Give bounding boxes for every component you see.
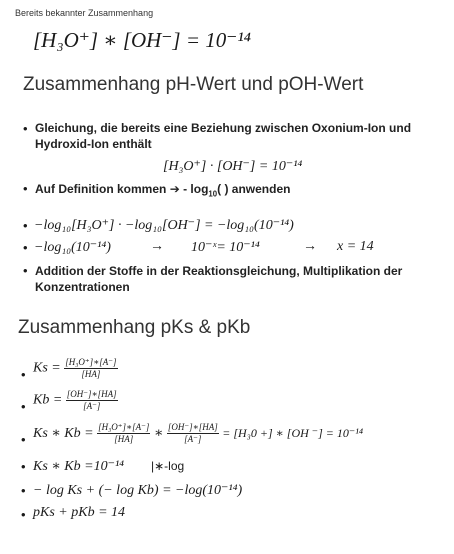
bullet-4-part1: −log₁₀(10⁻¹⁴) — [34, 240, 111, 255]
bullet-1-line2: Hydroxid-Ion enthält — [35, 137, 152, 151]
bullet-dot: • — [23, 218, 28, 233]
bullet-dot: • — [23, 181, 28, 196]
pks-pkb-equation: pKs + pKb = 14 — [33, 505, 126, 520]
bullet-dot: • — [21, 483, 26, 498]
kb-numerator: [OH⁻]∗[HA] — [66, 389, 117, 399]
arrow-icon: ➔ — [169, 182, 180, 196]
bullet-2-sub: 10 — [208, 189, 218, 199]
bullet-dot: • — [23, 121, 28, 136]
ks-denominator: [HA] — [81, 369, 101, 379]
ks-kb-note: |∗-log — [151, 459, 185, 473]
bullet-2-log: - log — [183, 182, 209, 196]
kb-formula — [33, 390, 118, 411]
bullet-4-arrow2: → — [303, 239, 317, 254]
bullet-2 — [35, 182, 290, 198]
bullet-dot: • — [21, 367, 26, 382]
top-note: Bereits bekannter Zusammenhang — [15, 8, 154, 18]
bullet-dot: • — [23, 240, 28, 255]
product-numerator-2: [OH⁻]∗[HA] — [167, 422, 218, 432]
bullet-2-tail: ( ) anwenden — [217, 182, 291, 196]
bullet-dot: • — [21, 459, 26, 474]
product-denominator-1: [HA] — [114, 434, 134, 444]
ks-lhs: Ks = — [33, 360, 61, 376]
bullet-4-part2: 10⁻ˣ= 10⁻¹⁴ — [191, 240, 260, 255]
product-fraction-2 — [167, 423, 219, 444]
bullet-1-formula: [H₃O⁺] · [OH⁻] = 10⁻¹⁴ — [163, 159, 303, 174]
bullet-5-line2: Konzentrationen — [35, 280, 130, 294]
ks-formula — [33, 358, 118, 379]
product-denominator-2: [A⁻] — [184, 434, 202, 444]
product-multiply: ∗ — [153, 426, 164, 441]
bullet-3-formula: −log₁₀[H₃O⁺] · −log₁₀[OH⁻] = −log₁₀(10⁻¹⁴) — [34, 218, 294, 233]
product-rhs: = [H₃0 +] ∗ [OH ⁻] = 10⁻¹⁴ — [222, 426, 363, 440]
bullet-dot: • — [21, 432, 26, 447]
bullet-1-line1: Gleichung, die bereits eine Beziehung zwischen Oxonium-Ion und — [35, 121, 412, 135]
log-equation: − log Ks + (− log Kb) = −log(10⁻¹⁴) — [33, 483, 243, 498]
ks-numerator: [H₃O⁺]∗[A⁻] — [65, 357, 117, 367]
kb-fraction — [66, 390, 118, 411]
section2-heading: Zusammenhang pKs & pKb — [18, 317, 251, 338]
top-formula: [H₃O⁺] ∗ [OH⁻] = 10⁻¹⁴ — [33, 28, 251, 52]
bullet-dot: • — [21, 507, 26, 522]
bullet-2-text: Auf Definition kommen — [35, 182, 167, 196]
product-formula — [33, 423, 363, 444]
ks-fraction — [64, 358, 117, 379]
product-fraction-1 — [97, 423, 150, 444]
ks-kb-equation: Ks ∗ Kb =10⁻¹⁴ — [33, 459, 125, 474]
bullet-5-line1: Addition der Stoffe in der Reaktionsgleichung, Multiplikation der — [35, 264, 403, 278]
product-numerator-1: [H₃O⁺]∗[A⁻] — [98, 422, 150, 432]
product-lhs: Ks ∗ Kb = — [33, 426, 94, 441]
section1-heading: Zusammenhang pH-Wert und pOH-Wert — [23, 74, 364, 95]
bullet-dot: • — [23, 263, 28, 278]
kb-lhs: Kb = — [33, 392, 63, 408]
bullet-4-part3: x = 14 — [337, 239, 374, 254]
bullet-4-arrow1: → — [150, 239, 164, 254]
bullet-dot: • — [21, 399, 26, 414]
kb-denominator: [A⁻] — [83, 401, 101, 411]
